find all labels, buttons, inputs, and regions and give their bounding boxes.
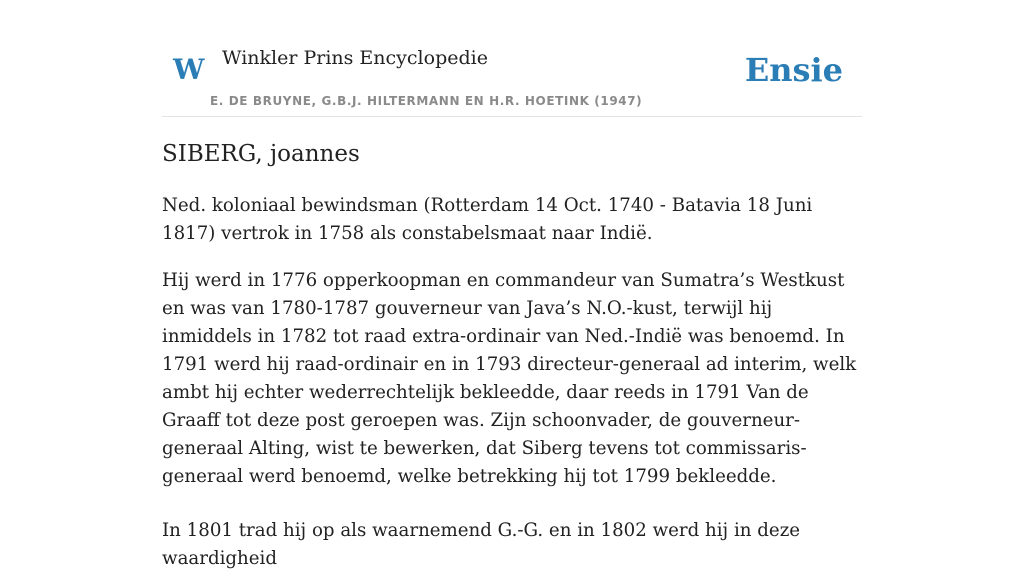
entry-paragraph: In 1801 trad hij op als waarnemend G.-G. en in 1802 werd hij in deze waardigheid — [162, 520, 801, 569]
source-title[interactable]: Winkler Prins Encyclopedie — [222, 47, 488, 69]
source-header — [162, 40, 862, 117]
entry-paragraph: Ned. koloniaal bewindsman (Rotterdam 14 Oct. 1740 - Batavia 18 Juni 1817) vertrok in 1758 als constabelsmaat naar Indië. — [162, 195, 813, 244]
entry-headword: SIBERG, joannes — [162, 141, 360, 167]
entry-paragraph: Hij werd in 1776 opperkoopman en commandeur van Sumatra’s Westkust en was van 1780-1787 gouverneur van Java’s N.O.-kust, terwijl hij inmiddels in 1782 tot raad extra-ordinair van Ned.-Indië was benoemd. In 1791 werd hij raad-ordinair en in 1793 directeur-generaal ad interim, welk ambt hij echter wederrechtelijk bekleedde, daar reeds in 1791 Van de Graaff tot deze post geroepen was. Zijn schoonvader, de gouverneur-generaal Alting, wist te bewerken, dat Siberg tevens tot commissaris-generaal werd benoemd, welke betrekking hij tot 1799 bekleedde. — [162, 270, 857, 487]
ensie-brand-logo[interactable]: Ensie — [744, 51, 843, 89]
winkler-prins-logo-icon[interactable]: W — [173, 53, 205, 86]
source-authors: E. DE BRUYNE, G.B.J. HILTERMANN EN H.R. HOETINK (1947) — [210, 94, 643, 108]
entry-body — [162, 192, 867, 573]
